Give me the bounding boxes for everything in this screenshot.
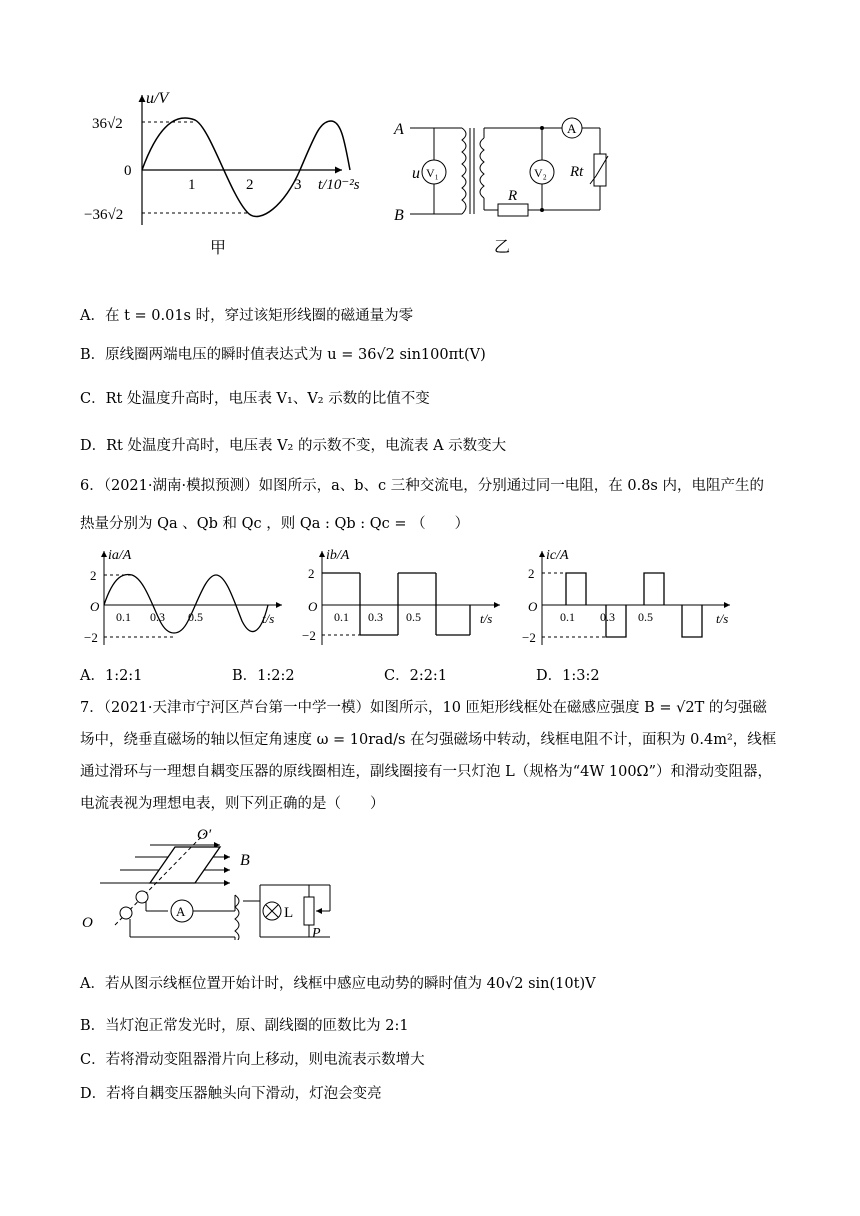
q5-option-d[interactable]: D．Rt 处温度升高时，电压表 V₂ 的示数不变，电流表 A 示数变大: [80, 438, 507, 454]
yi-ammeter: A: [567, 121, 577, 136]
q7-option-a[interactable]: A．若从图示线框位置开始计时，线框中感应电动势的瞬时值为 40√2 sin(10t)V: [80, 976, 596, 992]
yi-label-a: A: [394, 121, 404, 138]
ga-tick-3: 0.5: [188, 610, 203, 624]
q7-option-b[interactable]: B．当灯泡正常发光时，原、副线圈的匝数比为 2:1: [80, 1018, 409, 1034]
ga-tick-1: 0.1: [116, 610, 131, 624]
yi-label-u: u: [412, 165, 420, 182]
q7-o: O: [82, 915, 93, 931]
gb-y-pos: 2: [308, 566, 315, 581]
ga-y-pos: 2: [90, 568, 97, 583]
q7-p: P: [312, 926, 321, 940]
gb-tick-1: 0.1: [334, 610, 349, 624]
ga-tick-2: 0.3: [150, 610, 165, 624]
gc-tick-1: 0.1: [560, 610, 575, 624]
gb-y-neg: −2: [302, 628, 316, 643]
q6-stem-line2: 热量分别为 Qa 、Qb 和 Qc ，则 Qa : Qb : Qc = （ ）: [80, 516, 470, 532]
ia-label: ia/A: [108, 548, 132, 563]
jia-tick-3: 3: [294, 177, 302, 193]
q7-lamp: L: [284, 905, 294, 921]
jia-origin: 0: [124, 163, 132, 179]
yi-label-b: B: [394, 207, 404, 224]
jia-tick-2: 2: [246, 177, 254, 193]
figure-yi-circuit: [390, 110, 620, 260]
jia-tick-1: 1: [188, 177, 196, 193]
q6-graph-a: [82, 545, 292, 655]
yi-caption: 乙: [494, 239, 511, 256]
q6-graph-c: [520, 545, 740, 655]
q7-option-c[interactable]: C．若将滑动变阻器滑片向上移动，则电流表示数增大: [80, 1052, 425, 1068]
q7-option-d[interactable]: D．若将自耦变压器触头向下滑动，灯泡会变亮: [80, 1086, 382, 1102]
ga-y-neg: −2: [84, 630, 98, 645]
yi-rt: Rt: [570, 164, 584, 180]
q7-ammeter: A: [176, 904, 186, 919]
q6-option-d[interactable]: D．1:3:2: [536, 668, 600, 684]
gb-origin: O: [308, 599, 318, 614]
jia-y-max: 36√2: [92, 116, 123, 132]
q7-stem: 7．（2021·天津市宁河区芦台第一中学一模）如图所示，10 匝矩形线框处在磁感应强度 B = √2T 的匀强磁场中，绕垂直磁场的轴以恒定角速度 ω = 10rad/s 在匀强磁场中转动，线框电阻不计，面积为 0.4m²，线框通过滑环与一理想自耦变压器的原线圈相连，副线圈接有一只灯泡 L（规格为“4W 100Ω”）和滑动变阻器，电流表视为理想电表，则下列正确的是（ ）: [80, 700, 777, 812]
ib-label: ib/A: [326, 548, 350, 563]
q5-option-b[interactable]: B．原线圈两端电压的瞬时值表达式为 u = 36√2 sin100πt(V): [80, 347, 486, 363]
gb-tick-3: 0.5: [406, 610, 421, 624]
q6-graph-b: [300, 545, 510, 655]
q5-option-a[interactable]: A．在 t = 0.01s 时，穿过该矩形线圈的磁通量为零: [80, 308, 414, 324]
q6-option-c[interactable]: C．2:2:1: [384, 668, 448, 684]
q7-o-prime: O′: [197, 827, 212, 843]
gc-origin: O: [528, 599, 538, 614]
gc-t-label: t/s: [716, 611, 729, 626]
gb-tick-2: 0.3: [368, 610, 383, 624]
jia-y-min: −36√2: [84, 207, 124, 223]
gb-t-label: t/s: [480, 611, 493, 626]
gc-tick-3: 0.5: [638, 610, 653, 624]
figure-jia-voltage-graph: [80, 85, 370, 265]
ga-origin: O: [90, 599, 100, 614]
ga-t-label: t/s: [262, 611, 275, 626]
ic-label: ic/A: [546, 548, 569, 563]
yi-resistor: R: [508, 188, 518, 204]
gc-y-neg: −2: [522, 630, 536, 645]
gc-tick-2: 0.3: [600, 610, 615, 624]
jia-x-label: t/10⁻²s: [318, 177, 360, 193]
q6-option-b[interactable]: B．1:2:2: [232, 668, 295, 684]
q5-option-c[interactable]: C．Rt 处温度升高时，电压表 V₁、V₂ 示数的比值不变: [80, 391, 430, 407]
sine-curve: [142, 118, 350, 217]
yi-v1: V₁: [426, 166, 439, 180]
jia-y-label: u/V: [146, 90, 169, 107]
gc-y-pos: 2: [528, 566, 535, 581]
q6-option-a[interactable]: A．1:2:1: [80, 668, 143, 684]
jia-caption: 甲: [210, 240, 227, 257]
q7-b: B: [240, 852, 250, 869]
yi-v2: V₂: [534, 166, 547, 180]
q6-stem-line1: 6．（2021·湖南·模拟预测）如图所示，a、b、c 三种交流电，分别通过同一电阻，在 0.8s 内，电阻产生的: [80, 478, 764, 494]
q7-figure: [80, 825, 360, 940]
